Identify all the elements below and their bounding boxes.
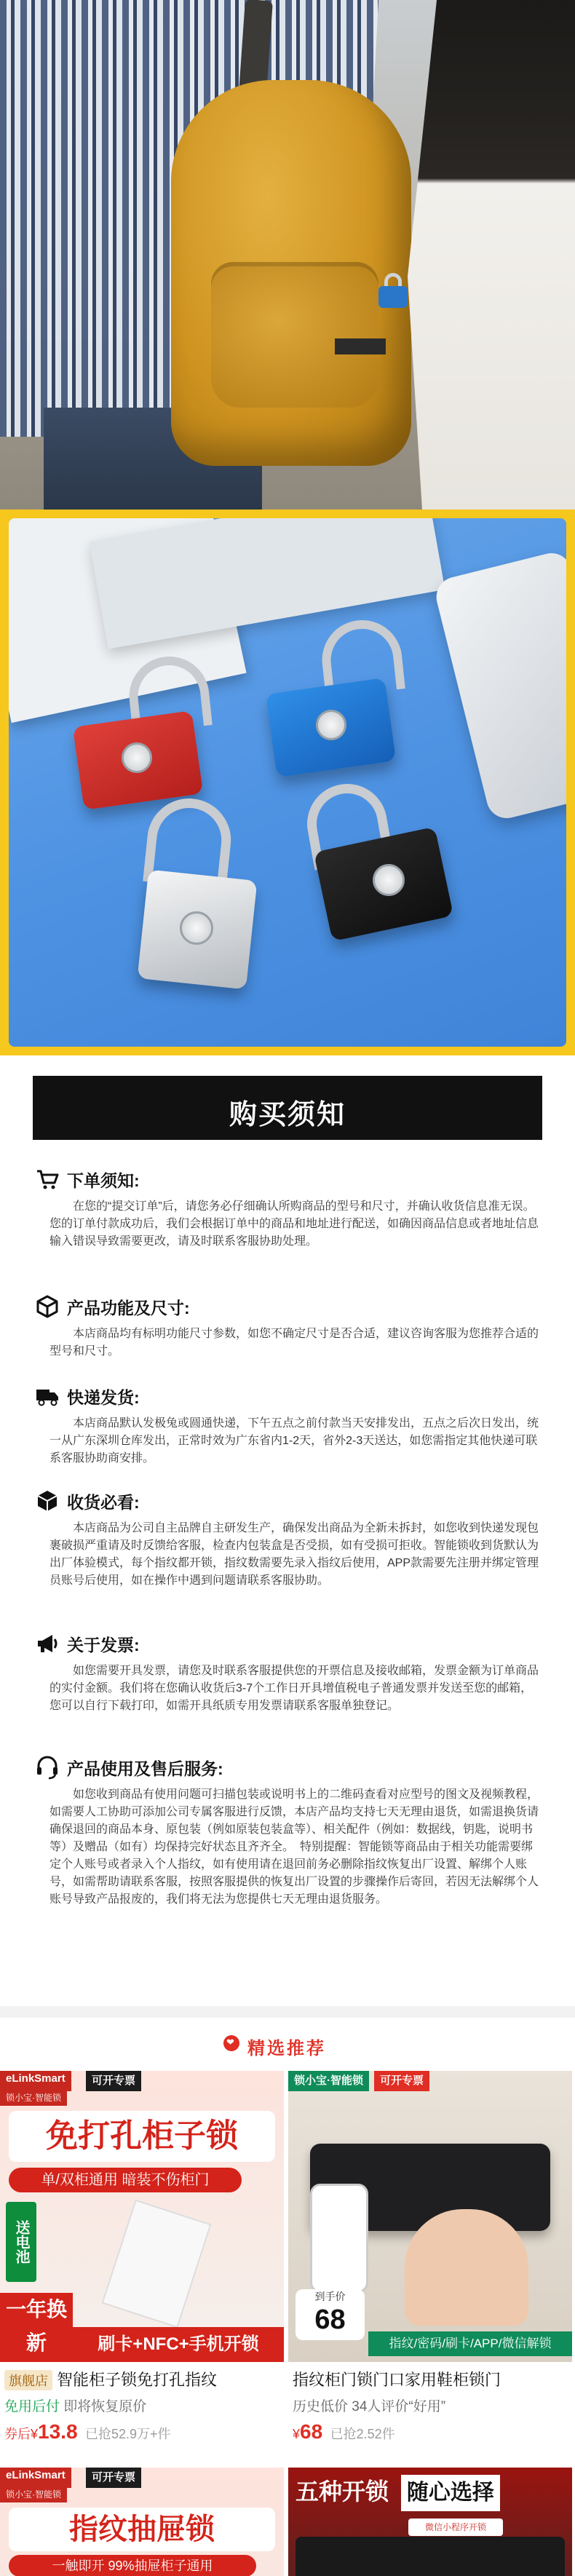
store-badge: 旗舰店 <box>4 2370 52 2390</box>
note-heading: 产品使用及售后服务: <box>67 1759 223 1778</box>
price-box <box>296 2289 365 2340</box>
note-text: 本店商品为公司自主品牌自主研发生产，确保发出商品为全新未拆封，如您收到快递发现包裹破损严重请及时反馈给客服，检查内包装盒是否受损，如有受损可拒收。智能锁收到货默认为出厂体验模式，每个指纹都开锁，指纹数需要先录入指纹后使用，APP款需要先注册并绑定管理员账号后使用，如在操作中遇到问题请联系客服协助。 <box>49 1522 539 1587</box>
blue-padlock-on-bag <box>378 273 408 306</box>
ticket-tag: 可开专票 <box>374 2071 429 2091</box>
note-receiving <box>35 1486 544 1590</box>
note-heading: 收货必看: <box>67 1492 140 1512</box>
brand-tag: 锁小宝·智能锁 <box>288 2071 369 2091</box>
lock-panel <box>296 2537 565 2576</box>
note-ordering <box>35 1165 544 1251</box>
product-card-4[interactable] <box>288 2468 572 2576</box>
price-box-value: 68 <box>314 2304 346 2335</box>
product-card-1[interactable] <box>0 2071 284 2453</box>
mini-program-strip: 微信小程序开锁 <box>408 2518 503 2536</box>
section-divider <box>0 2006 575 2018</box>
product-photo-frame <box>0 510 575 1055</box>
product-image[interactable] <box>288 2071 572 2362</box>
price-box-label: 到手价 <box>314 2291 346 2302</box>
product-banner-sub: 一触即开 99%抽屉柜子通用 <box>9 2555 256 2576</box>
price-note: 即将恢复原价 <box>63 2399 147 2414</box>
purchase-notes-title: 购买须知 <box>229 1100 346 1130</box>
sold-count: 已抢52.9万+件 <box>84 2427 171 2441</box>
backpack-pocket <box>211 262 378 408</box>
brand-sub: 锁小宝·智能锁 <box>0 2488 67 2502</box>
product-sub: 历史低价 34人评价“好用” <box>293 2399 446 2414</box>
product-banner-row <box>296 2473 572 2510</box>
recommend-header <box>0 2018 575 2067</box>
megaphone-icon <box>35 1631 60 1656</box>
price-value: 13.8 <box>38 2420 78 2443</box>
battery-gift-label: 送电池 <box>6 2202 36 2282</box>
note-heading: 下单须知: <box>67 1170 140 1190</box>
ticket-tag: 可开专票 <box>86 2071 141 2091</box>
sold-count: 已抢2.52件 <box>330 2427 395 2441</box>
product-photo <box>9 518 566 1047</box>
price-value: 68 <box>300 2420 323 2443</box>
feature-strip: 刷卡+NFC+手机开锁 <box>73 2327 284 2362</box>
smartphone <box>432 549 566 823</box>
cart-icon <box>35 1167 60 1192</box>
recommend-title: 精选推荐 <box>247 2039 326 2058</box>
product-card-3[interactable] <box>0 2468 284 2576</box>
heart-icon <box>223 2035 239 2051</box>
package-icon <box>35 1489 60 1513</box>
ticket-tag: 可开专票 <box>86 2468 141 2488</box>
note-heading: 快递发货: <box>67 1387 140 1407</box>
product-image[interactable] <box>288 2468 572 2576</box>
one-year-replace: 一年换新 <box>0 2293 73 2362</box>
note-heading: 产品功能及尺寸: <box>67 1298 190 1317</box>
brand-sub: 锁小宝·智能锁 <box>0 2091 67 2106</box>
keyboard <box>90 518 445 649</box>
lock-box <box>102 2200 212 2329</box>
pay-later-label: 免用后付 <box>4 2399 60 2414</box>
product-title[interactable]: 指纹柜门锁门口家用鞋柜锁门 <box>293 2371 501 2389</box>
truck-icon <box>35 1384 60 1408</box>
product-banner-sub: 单/双柜通用 暗装不伤柜门 <box>9 2168 242 2192</box>
note-invoice <box>35 1629 544 1715</box>
service-icon <box>35 1755 60 1780</box>
product-card-2[interactable] <box>288 2071 572 2453</box>
note-function-size <box>35 1292 544 1360</box>
person-white-shirt <box>408 0 575 510</box>
brand-tag: eLinkSmart <box>0 2468 71 2488</box>
note-text: 本店商品默认发极兔或圆通快递，下午五点之前付款当天安排发出，五点之后次日发出，统一从广东深圳仓库发出，正常时效为广东省内1-2天，省外2-3天送达，如您需指定其他快递可联系客服协助商安排。 <box>49 1417 539 1465</box>
purchase-notes-title-bar <box>33 1076 542 1140</box>
price-row: 券后¥13.8 已抢52.9万+件 <box>4 2420 171 2443</box>
product-banner-right: 随心选择 <box>401 2475 500 2511</box>
product-sub <box>4 2395 146 2415</box>
phone-app <box>310 2184 368 2293</box>
note-text: 如您需要开具发票，请您及时联系客服提供您的开票信息及接收邮箱，发票金额为订单商品的实付金额。我们将在您确认收货后3-7个工作日开具增值税电子普通发票并发送至您的邮箱，您可以自行下载打印，如需开具纸质专用发票请联系客服单独登记。 <box>49 1665 539 1712</box>
note-text: 如您收到商品有使用问题可扫描包装或说明书上的二维码查看对应型号的图文及视频教程，如需要人工协助可添加公司专属客服进行反馈，本店产品均支持七天无理由退货，如需退换货请确保退回的商品本身、原包装（例如原装包装盒等）、相关配件（例如：数据线，钥匙，说明书等）及赠品（如有）均保持完好状态且齐齐全。 特别提醒：智能锁等商品由于相关功能需要绑定个人账号或者录入个人指纹，如有使用请在退回前务必删除指纹恢复出厂设置、解绑个人账号，如需帮助请联系客服，按照客服提供的恢复出厂设置的步骤操作后寄回，若因无法解绑个人账号导致产品报废的，我们将无法为您提供七天无理由退货服务。 <box>49 1788 539 1906</box>
product-banner: 指纹抽屉锁 <box>9 2508 275 2551</box>
product-title-row[interactable] <box>4 2368 281 2390</box>
note-text: 本店商品均有标明功能尺寸参数，如您不确定尺寸是否合适，建议咨询客服为您推荐合适的型号和尺寸。 <box>49 1328 539 1358</box>
note-shipping <box>35 1382 544 1467</box>
note-heading: 关于发票: <box>67 1635 140 1654</box>
backpack-label <box>335 338 386 354</box>
note-after-sales <box>35 1753 544 1909</box>
feature-strip: 指纹/密码/刷卡/APP/微信解锁 <box>368 2331 572 2356</box>
product-image[interactable] <box>0 2071 284 2362</box>
note-text: 在您的“提交订单”后，请您务必仔细确认所购商品的型号和尺寸，并确认收货信息准无误。 您的订单付款成功后，我们会根据订单中的商品和地址进行配送，如确因商品信息或者地址信息输入错误导致需要更改，请及时联系客服协助处理。 <box>49 1200 541 1248</box>
product-banner: 免打孔柜子锁 <box>9 2111 275 2162</box>
hand-pressing <box>405 2209 528 2326</box>
box-icon <box>35 1294 60 1319</box>
price-row: ¥68 已抢2.52件 <box>293 2420 395 2443</box>
product-image[interactable] <box>0 2468 284 2576</box>
hero-photo <box>0 0 575 510</box>
product-title: 智能柜子锁免打孔指纹 <box>57 2371 218 2389</box>
product-banner: 五种开锁 <box>296 2478 389 2505</box>
brand-tag: eLinkSmart <box>0 2071 71 2091</box>
